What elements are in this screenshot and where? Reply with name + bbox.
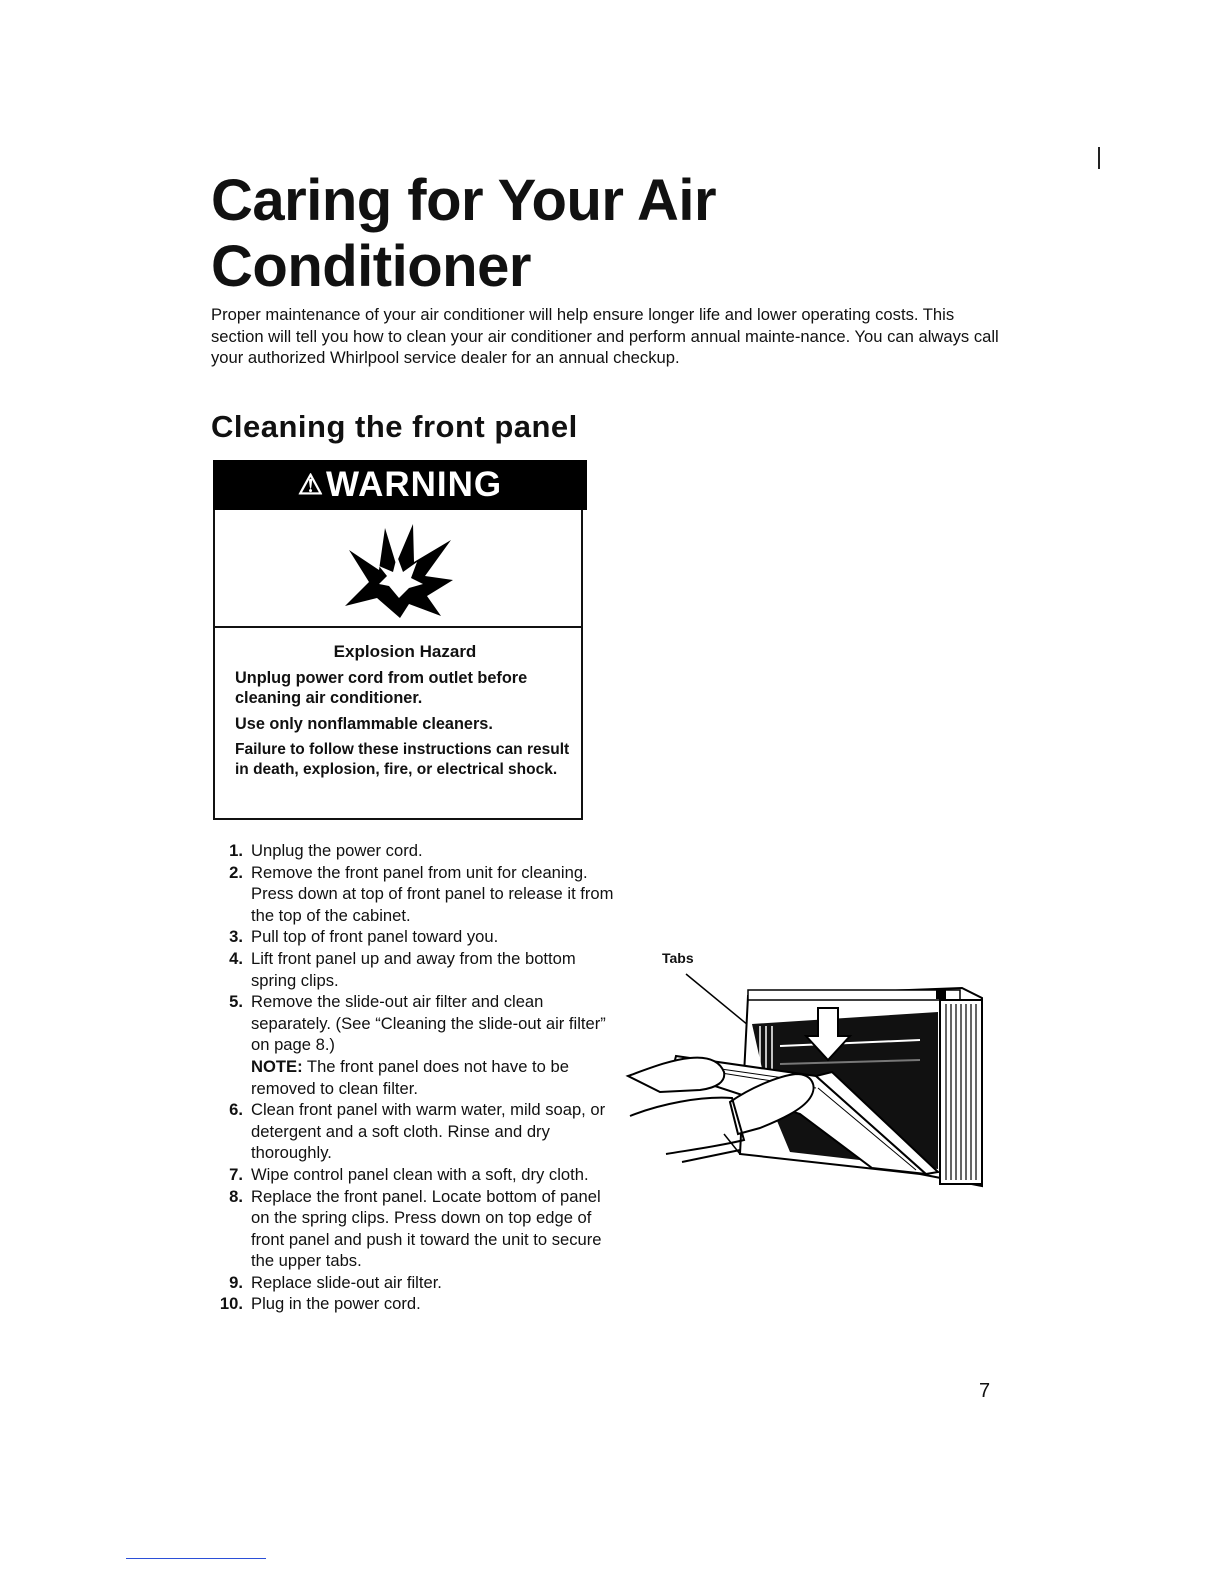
- footer-rule: [126, 1558, 266, 1559]
- step-item: 10. Plug in the power cord.: [219, 1294, 421, 1314]
- page-number: 7: [979, 1380, 991, 1402]
- section-heading: Cleaning the front panel: [211, 409, 578, 444]
- hazard-title: Explosion Hazard: [333, 642, 477, 661]
- page-title: [211, 168, 911, 300]
- step-item: 8. Replace the front panel. Locate bottom of panel on the spring clips. Press down on top edge of front panel and push it toward the unit to secure the upper tabs.: [229, 1186, 602, 1271]
- warning-line-unplug: Unplug power cord from outlet before cleaning air conditioner.: [235, 669, 528, 707]
- step-item: 6. Clean front panel with warm water, mild soap, or detergent and a soft cloth. Rinse and dry thoroughly.: [229, 1100, 606, 1163]
- step-item: 2. Remove the front panel from unit for cleaning. Press down at top of front panel to release it from the top of the cabinet.: [229, 862, 614, 925]
- warning-divider: [215, 626, 581, 628]
- step-item: 3. Pull top of front panel toward you.: [229, 927, 499, 947]
- warning-triangle-icon: ⚠: [297, 469, 324, 500]
- warning-line-failure: Failure to follow these instructions can result in death, explosion, fire, or electrical shock.: [235, 741, 570, 778]
- step-item: 7. Wipe control panel clean with a soft, dry cloth.: [229, 1164, 589, 1184]
- explosion-icon: [341, 520, 459, 620]
- margin-bar: [1098, 147, 1100, 169]
- air-conditioner-front-panel-illustration: [620, 964, 990, 1192]
- warning-line-cleaners: Use only nonflammable cleaners.: [235, 715, 493, 733]
- title-line-1: Caring for Your Air: [211, 168, 717, 233]
- warning-content: [235, 642, 575, 786]
- step-item: 5. Remove the slide-out air filter and clean separately. (See “Cleaning the slide-out air filter” on page 8.) NOTE: The front panel does not have to be removed to clean filter.: [229, 992, 606, 1098]
- warning-banner: [213, 460, 587, 510]
- warning-label: WARNING: [325, 465, 503, 504]
- warning-box: [213, 460, 583, 820]
- title-line-2: Conditioner: [211, 234, 531, 299]
- intro-paragraph: Proper maintenance of your air conditioner will help ensure longer life and lower operating costs. This section will tell you how to clean your air conditioner and perform annual mainte-nance. You can always call your authorized Whirlpool service dealer for an annual checkup.: [211, 305, 999, 367]
- step-item: 1. Unplug the power cord.: [229, 841, 423, 860]
- tabs-label: Tabs: [662, 950, 694, 966]
- step-item: 9. Replace slide-out air filter.: [229, 1272, 442, 1292]
- note-label: NOTE:: [251, 1056, 303, 1076]
- cleaning-steps-list: [218, 840, 618, 1315]
- step-item: 4. Lift front panel up and away from the bottom spring clips.: [229, 948, 576, 990]
- note-text: The front panel does not have to be removed to clean filter.: [251, 1056, 569, 1098]
